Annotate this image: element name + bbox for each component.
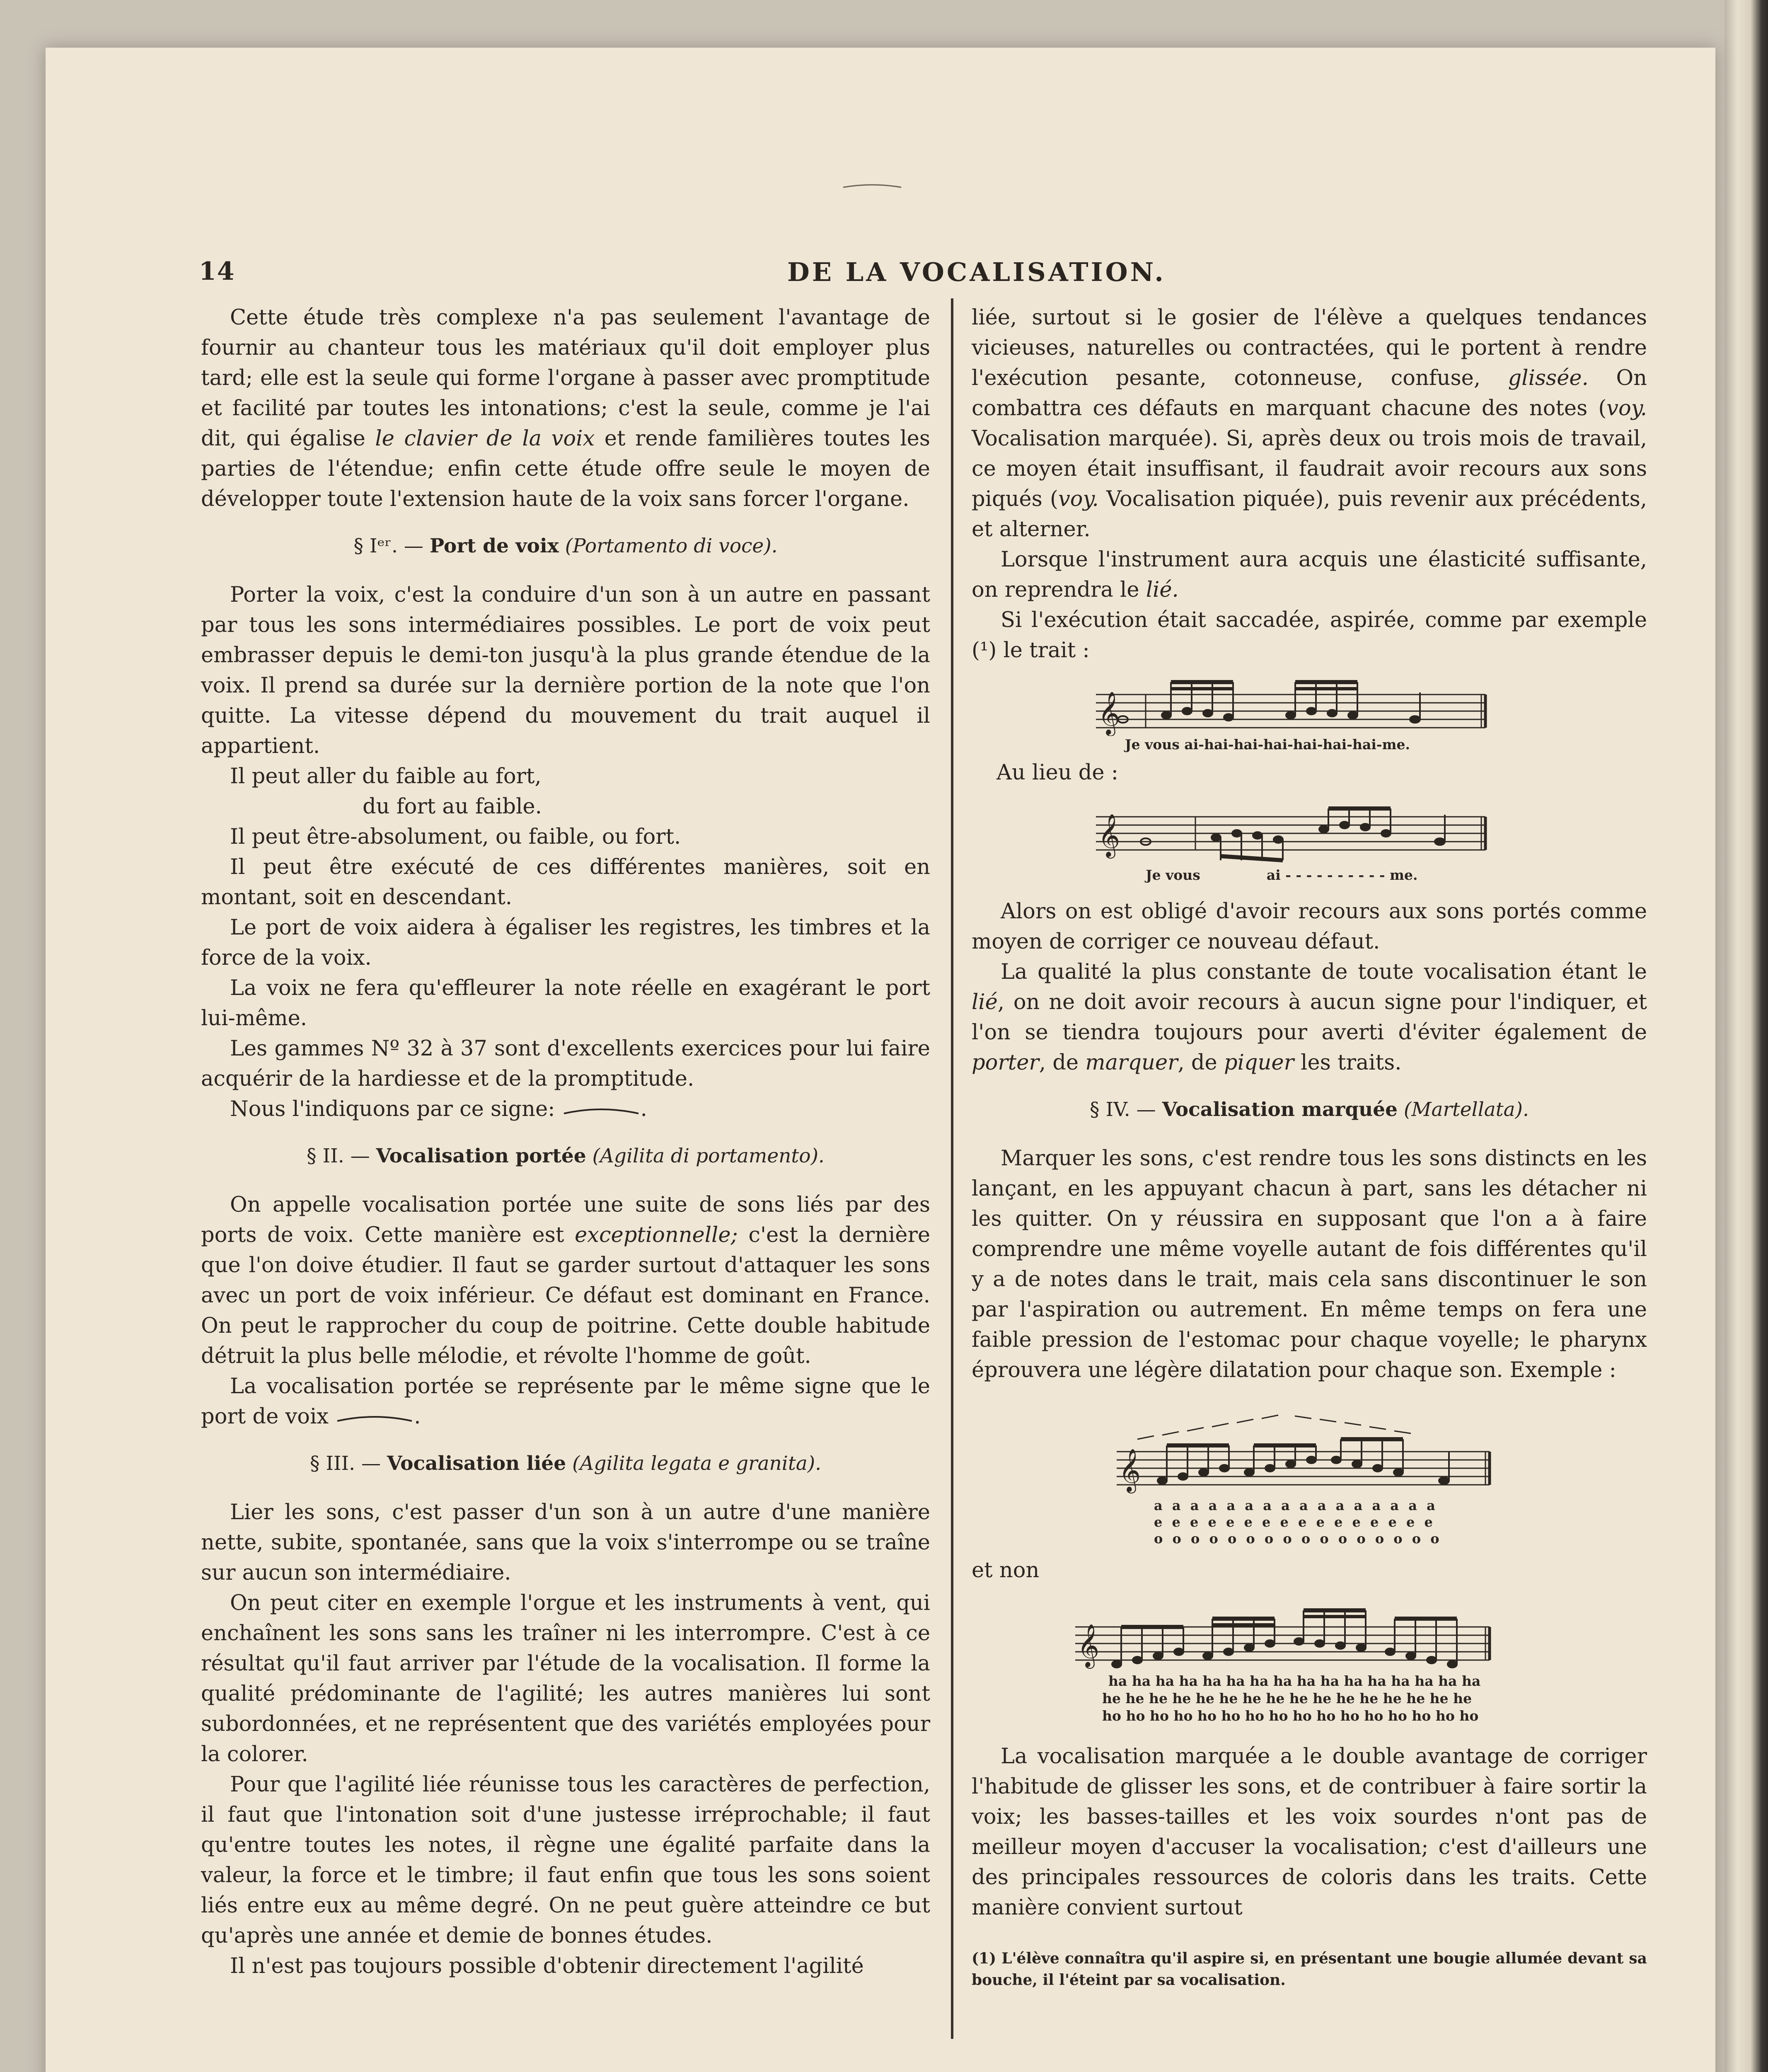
paragraph: Alors on est obligé d'avoir recours aux sons portés comme moyen de corriger ce nouveau défaut. bbox=[972, 899, 1647, 954]
paragraph: La voix ne fera qu'effleurer la note réelle en exagérant le port lui-même. bbox=[201, 976, 930, 1031]
music-example-3 bbox=[972, 1410, 1768, 1547]
running-title: DE LA VOCALISATION. bbox=[787, 257, 1166, 287]
paragraph: Pour que l'agilité liée réunisse tous les caractères de perfection, il faut que l'intonation soit d'une justesse irréprochable; il faut qu'entre toutes les notes, il règne une égalité parfaite dans la valeur, la force et le timbre; il faut enfin que tous les sons soient liés entre eux au même degré. On ne peut guère atteindre ce but qu'après une année et demie de bonnes études. bbox=[201, 1772, 930, 1948]
paragraph: Le port de voix aidera à égaliser les registres, les timbres et la force de la voix. bbox=[201, 915, 930, 970]
paragraph: Nous l'indiquons par ce signe: . bbox=[230, 1097, 647, 1121]
page-number: 14 bbox=[199, 257, 235, 286]
svg-text:𝄞: 𝄞 bbox=[1098, 691, 1120, 735]
staff-notation bbox=[1113, 1410, 1494, 1497]
section-heading-3: § III. — Vocalisation liée (Agilita legata e granita). bbox=[310, 1452, 822, 1475]
section-heading-1: § Iᵉʳ. — Port de voix (Portamento di voce). bbox=[353, 535, 778, 557]
music-example-4 bbox=[972, 1602, 1746, 1725]
paragraph: Porter la voix, c'est la conduire d'un son à un autre en passant par tous les sons intermédiaires possibles. Le port de voix peut embrasser depuis le demi-ton jusqu'à la plus grande étendue de la voix. Il prend sa durée sur la dernière portion de la note que l'on quitte. La vitesse dépend du mouvement du trait auquel il appartient. bbox=[201, 583, 930, 758]
lyrics-line: he he he he he he he he he he he he he he he he bbox=[1102, 1690, 1472, 1706]
paragraph: liée, surtout si le gosier de l'élève a quelques tendances vicieuses, naturelles ou contractées, qui le portent à rendre l'exécution pesante, cotonneuse, confuse, glissée. On combattra ces défauts en marquant chacune des notes (voy. Vocalisation marquée). Si, après deux ou trois mois de travail, ce moyen était insuffisant, il faudrait avoir recours aux sons piqués (voy. Vocalisation piquée), puis revenir aux précédents, et alterner. bbox=[972, 305, 1647, 542]
lyrics-line: ho ho ho ho ho ho ho ho ho ho ho ho ho ho ho ho bbox=[1102, 1708, 1479, 1724]
music-example-2 bbox=[972, 804, 1767, 884]
section-heading-2: § II. — Vocalisation portée (Agilita di portamento). bbox=[307, 1145, 825, 1167]
paragraph: La qualité la plus constante de toute vocalisation étant le lié, on ne doit avoir recours à aucun signe pour l'indiquer, et l'on se tiendra toujours pour averti d'éviter également de porter, de marquer, de piquer les traits. bbox=[972, 960, 1647, 1075]
paragraph: Lier les sons, c'est passer d'un son à un autre d'une manière nette, subite, spontanée, sans que la voix s'interrompe ou se traîne sur aucun son intermédiaire. bbox=[201, 1500, 930, 1585]
staff-notation bbox=[1092, 804, 1490, 867]
paragraph: Si l'exécution était saccadée, aspirée, comme par exemple (¹) le trait : bbox=[972, 608, 1647, 663]
paragraph: On peut citer en exemple l'orgue et les instruments à vent, qui enchaînent les sons sans les traîner ni les interrompre. C'est à ce résultat qu'il faut arriver par l'étude de la vocalisation. Il forme la qualité prédominante de l'agilité; les autres manières lui sont subordonnées, et ne représentent que des variétés employées pour la colorer. bbox=[201, 1591, 930, 1767]
section-heading-4: § IV. — Vocalisation marquée (Martellata). bbox=[1090, 1098, 1529, 1121]
column-rule bbox=[951, 298, 953, 2039]
footnote: (1) L'élève connaîtra qu'il aspire si, en présentant une bougie allumée devant sa bouche, il l'éteint par sa vocalisation. bbox=[972, 1950, 1647, 1989]
paragraph: Cette étude très complexe n'a pas seulement l'avantage de fournir au chanteur tous les matériaux qu'il doit employer plus tard; elle est la seule qui forme l'organe à passer avec promptitude et facilité par toutes les intonations; c'est la seule, comme je l'ai dit, qui égalise le clavier de la voix et rende familières toutes les parties de l'étendue; enfin cette étude offre seule le moyen de développer toute l'extension haute de la voix sans forcer l'organe. bbox=[201, 305, 930, 511]
music-lyrics: Je vous ai - - - - - - - - - - me. bbox=[1146, 867, 1418, 883]
svg-text:𝄞: 𝄞 bbox=[1077, 1624, 1100, 1667]
staff-notation bbox=[1071, 1602, 1494, 1673]
book-edge bbox=[1724, 0, 1768, 2072]
paragraph: Il peut être-absolument, ou faible, ou fort. bbox=[230, 825, 681, 849]
paragraph: et non bbox=[972, 1558, 1040, 1583]
paragraph: Lorsque l'instrument aura acquis une élasticité suffisante, on reprendra le lié. bbox=[972, 547, 1647, 602]
paragraph: Il n'est pas toujours possible d'obtenir directement l'agilité bbox=[230, 1954, 864, 1978]
portamento-sign bbox=[335, 1412, 414, 1424]
left-column bbox=[201, 303, 930, 1981]
right-column bbox=[972, 303, 1647, 1991]
paragraph: Marquer les sons, c'est rendre tous les sons distincts en les lançant, en les appuyant chacun à part, sans les détacher ni les quitter. On y réussira en supposant que l'on a à faire comprendre une même voyelle autant de fois différentes qu'il y a de notes dans le trait, mais cela sans discontinuer le son par l'aspiration ou autrement. En même temps on fera une faible pression de l'estomac pour chaque voyelle; le pharynx éprouvera une légère dilatation pour chaque son. Exemple : bbox=[972, 1146, 1647, 1382]
paragraph: La vocalisation marquée a le double avantage de corriger l'habitude de glisser les sons, et de contribuer à faire sortir la voix; les basses-tailles et les voix sourdes n'ont pas de meilleur moyen d'accuser la vocalisation; c'est d'ailleurs une des principales ressources de coloris dans les traits. Cette manière convient surtout bbox=[972, 1744, 1647, 1920]
paragraph: Il peut aller du faible au fort, bbox=[230, 764, 542, 789]
music-lyrics: Je vous ai-hai-hai-hai-hai-hai-hai-me. bbox=[1125, 736, 1410, 753]
paragraph: Les gammes Nº 32 à 37 sont d'excellents exercices pour lui faire acquérir de la hardiesse et de la promptitude. bbox=[201, 1036, 930, 1091]
vowel-line: a a a a a a a a a a a a a a a a bbox=[1154, 1498, 1438, 1513]
music-example-1 bbox=[972, 674, 1767, 753]
vowel-line: o o o o o o o o o o o o o o o o bbox=[1154, 1531, 1442, 1547]
staff-notation bbox=[1092, 674, 1490, 736]
header-ornament bbox=[841, 182, 903, 191]
portamento-sign bbox=[562, 1104, 641, 1117]
paragraph: Il peut être exécuté de ces différentes manières, soit en montant, soit en descendant. bbox=[201, 855, 930, 910]
svg-text:𝄞: 𝄞 bbox=[1119, 1448, 1141, 1492]
vowel-line: e e e e e e e e e e e e e e e e bbox=[1154, 1514, 1435, 1530]
lyrics-line: ha ha ha ha ha ha ha ha ha ha ha ha ha ha ha ha bbox=[1108, 1673, 1481, 1689]
svg-text:𝄞: 𝄞 bbox=[1098, 813, 1120, 857]
paragraph: du fort au faible. bbox=[363, 794, 542, 819]
paragraph: Au lieu de : bbox=[996, 760, 1118, 785]
paragraph: La vocalisation portée se représente par le même signe que le port de voix . bbox=[201, 1374, 930, 1429]
paragraph: On appelle vocalisation portée une suite de sons liés par des ports de voix. Cette manière est exceptionnelle; c'est la dernière que l'on doive étudier. Il faut se garder surtout d'attaquer les sons avec un port de voix inférieur. Ce défaut est dominant en France. On peut le rapprocher du coup de poitrine. Cette double habitude détruit la plus belle mélodie, et révolte l'homme de goût. bbox=[201, 1193, 931, 1368]
